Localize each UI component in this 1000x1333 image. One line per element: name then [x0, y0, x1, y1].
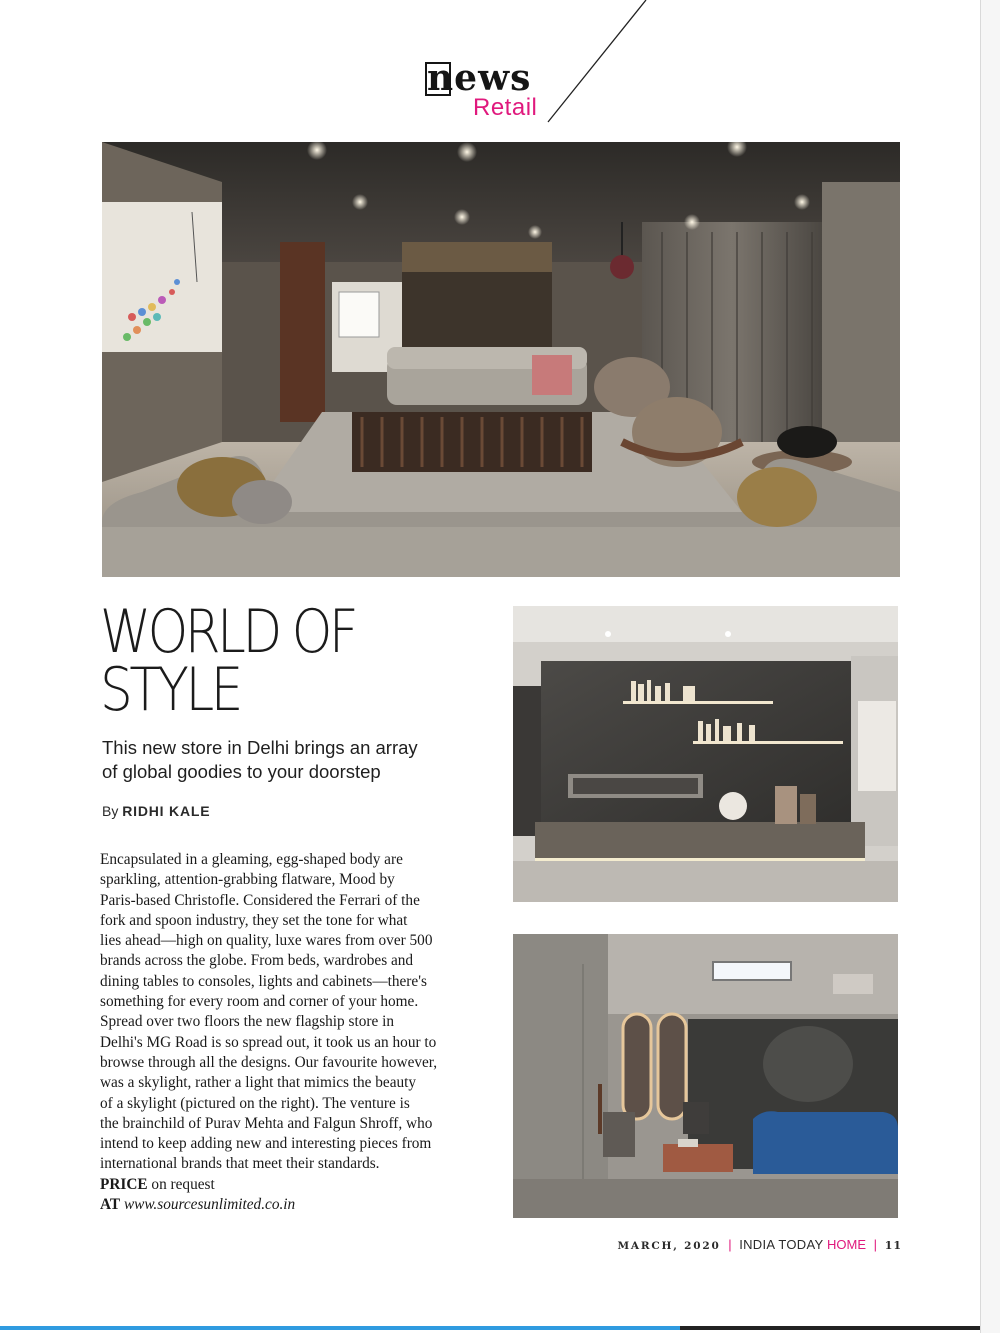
body-line: lies ahead—high on quality, luxe wares from over 500	[100, 932, 433, 950]
issue-date: MARCH, 2020	[617, 1240, 721, 1252]
page-gutter	[981, 0, 1000, 1333]
byline-author: RIDHI KALE	[122, 803, 211, 819]
at-label: AT	[100, 1196, 121, 1214]
body-line: of a skylight (pictured on the right). The venture is	[100, 1094, 410, 1112]
price-label: PRICE	[100, 1175, 148, 1193]
price-line	[100, 1175, 490, 1195]
byline-prefix: By	[102, 803, 119, 819]
standfirst-line-1: This new store in Delhi brings an array	[102, 737, 418, 758]
section-title: news	[427, 57, 532, 99]
body-line: intend to keep adding new and interesting pieces from	[100, 1135, 432, 1153]
body-line: was a skylight, rather a light that mimics the beauty	[100, 1074, 417, 1092]
location-line	[100, 1195, 490, 1215]
section-logo	[427, 58, 557, 128]
magazine-name: INDIA TODAY	[739, 1237, 824, 1252]
body-line: brands across the globe. From beds, wardrobes and	[100, 952, 414, 970]
headline-line-1: WORLD OF	[100, 597, 356, 667]
photo-wall-shelf-console	[513, 606, 898, 902]
body-line: dining tables to consoles, lights and cabinets—there's	[100, 972, 427, 990]
header-slash-line	[540, 0, 650, 125]
store-url: www.sourcesunlimited.co.in	[123, 1196, 296, 1214]
folio-separator: |	[728, 1237, 732, 1252]
page-folio	[617, 1235, 902, 1255]
bottom-progress-bar	[0, 1326, 680, 1330]
price-value: on request	[151, 1175, 215, 1193]
photo-lounge-skylight	[513, 934, 898, 1218]
byline	[102, 802, 210, 820]
bottom-bar-remainder	[680, 1326, 980, 1330]
body-line: sparkling, attention-grabbing flatware, Mood by	[100, 871, 395, 889]
hero-photo-living-room	[102, 142, 900, 577]
body-line: something for every room and corner of your home.	[100, 993, 419, 1011]
headline-line-2: STYLE	[100, 655, 240, 725]
body-line: Spread over two floors the new flagship store in	[100, 1013, 394, 1031]
body-line: browse through all the designs. Our favourite however,	[100, 1053, 438, 1071]
body-line: international brands that meet their standards.	[100, 1155, 380, 1173]
article-headline	[100, 597, 427, 725]
body-line: Encapsulated in a gleaming, egg-shaped body are	[100, 851, 403, 868]
body-line: fork and spoon industry, they set the tone for what	[100, 911, 408, 929]
subsection-title: Retail	[473, 94, 538, 121]
article-standfirst	[102, 736, 482, 784]
body-line: Paris-based Christofle. Considered the Ferrari of the	[100, 891, 420, 909]
magazine-section: HOME	[827, 1237, 867, 1252]
article-body	[100, 850, 490, 1215]
body-line: the brainchild of Purav Mehta and Falgun Shroff, who	[100, 1114, 433, 1132]
folio-separator-2: |	[873, 1237, 878, 1252]
body-line: Delhi's MG Road is so spread out, it took us an hour to	[100, 1033, 437, 1051]
page-number: 11	[884, 1239, 902, 1252]
standfirst-line-2: of global goodies to your doorstep	[102, 761, 381, 782]
